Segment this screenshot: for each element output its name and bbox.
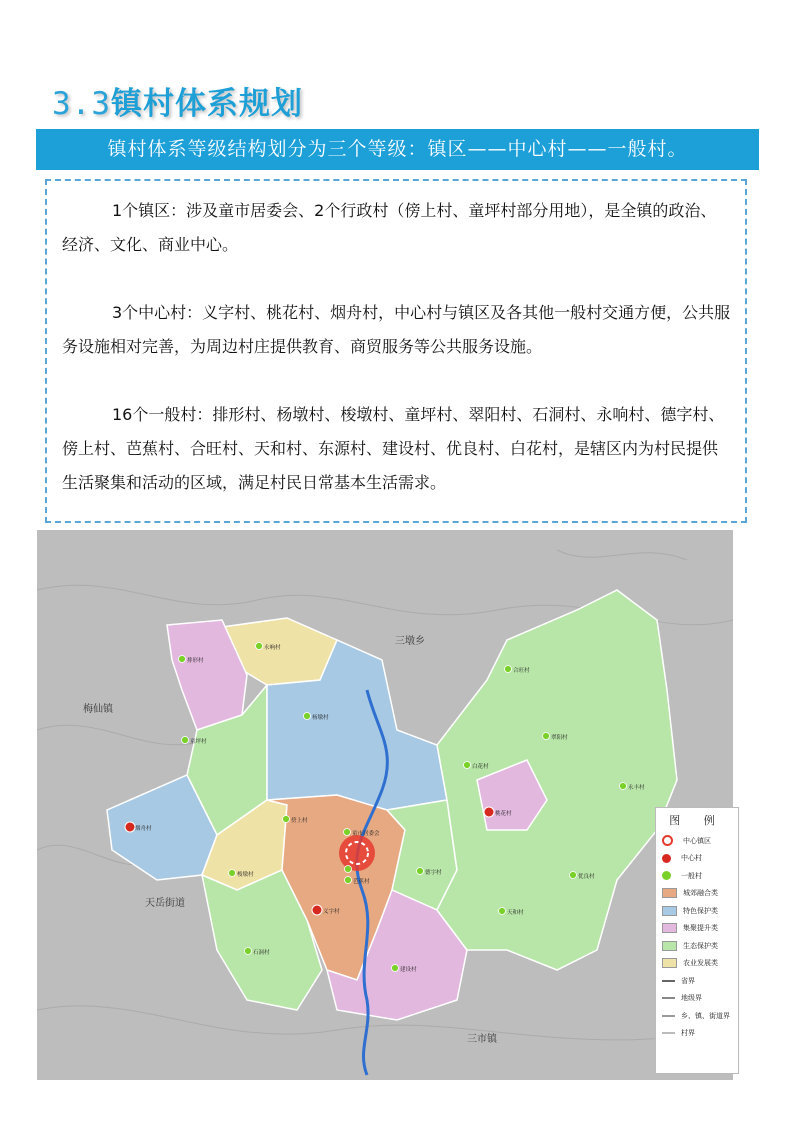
village-label: 永丰村 — [628, 785, 645, 791]
legend-label: 省界 — [681, 976, 695, 985]
legend-line — [662, 1015, 675, 1017]
legend-line — [662, 1032, 675, 1034]
paragraph-general-villages: 16个一般村：排形村、杨墩村、梭墩村、童坪村、翠阳村、石洞村、永响村、德字村、傍上村、芭蕉村、合旺村、天和村、东源村、建设村、优良村、白花村，是辖区内为村民提供生活聚集和活动的区域，满足村民日常基本生活需求。 — [62, 405, 725, 492]
place-label-sanshi: 三市镇 — [467, 1034, 497, 1045]
legend-swatch — [662, 923, 677, 933]
village-label: 童市居委会 — [352, 831, 380, 837]
legend-marker — [662, 835, 673, 846]
section-title: 镇村体系规划 — [111, 86, 303, 122]
legend-swatch — [662, 958, 677, 968]
legend-item — [656, 955, 738, 973]
village-label: 烟舟村 — [135, 826, 152, 832]
village-system-map — [37, 530, 733, 1080]
legend-item — [656, 1025, 738, 1043]
village-label: 梭墩村 — [237, 872, 254, 878]
legend-label: 中心村 — [681, 854, 702, 863]
legend-label: 农业发展类 — [683, 959, 718, 968]
summary-banner: 镇村体系等级结构划分为三个等级：镇区——中心村——一般村。 — [36, 129, 759, 170]
legend-item — [656, 832, 738, 850]
village-label: 优良村 — [578, 874, 595, 880]
legend-item — [656, 920, 738, 938]
map-legend — [655, 807, 739, 1074]
village-label: 合旺村 — [513, 668, 530, 674]
legend-label: 村界 — [681, 1029, 695, 1038]
village-label: 芭蕉村 — [353, 879, 370, 885]
legend-swatch — [662, 888, 677, 898]
legend-item — [656, 972, 738, 990]
village-label: 石洞村 — [253, 950, 270, 956]
village-label: 童坪村 — [190, 739, 207, 745]
place-label-sandun: 三墩乡 — [395, 636, 425, 647]
paragraph-center-villages: 3个中心村：义字村、桃花村、烟舟村，中心村与镇区及各其他一般村交通方便，公共服务设施相对完善，为周边村庄提供教育、商贸服务等公共服务设施。 — [62, 303, 731, 356]
legend-item — [656, 850, 738, 868]
village-label: 建设村 — [400, 967, 417, 973]
legend-label: 一般村 — [681, 871, 702, 880]
legend-swatch — [662, 941, 677, 951]
center-town-marker — [339, 835, 375, 871]
legend-label: 城郊融合类 — [683, 889, 718, 898]
section-number: 3.3 — [52, 86, 111, 122]
village-label: 德字村 — [425, 870, 442, 876]
paragraph-town: 1个镇区：涉及童市居委会、2个行政村（傍上村、童坪村部分用地），是全镇的政治、经济、文化、商业中心。 — [62, 201, 717, 254]
legend-swatch — [662, 906, 677, 916]
legend-item — [656, 1007, 738, 1025]
legend-label: 生态保护类 — [683, 941, 718, 950]
legend-label: 集聚提升类 — [683, 924, 718, 933]
legend-item — [656, 990, 738, 1008]
village-label: 义字村 — [323, 909, 340, 915]
legend-marker — [662, 854, 671, 863]
village-label: 永响村 — [264, 645, 281, 651]
village-label: 桃花村 — [495, 811, 512, 817]
place-label-meixian: 梅仙镇 — [83, 704, 113, 715]
village-label: 傍上村 — [291, 818, 308, 824]
legend-label: 乡、镇、街道界 — [681, 1011, 730, 1020]
village-label: 翠阳村 — [551, 735, 568, 741]
legend-label: 中心镇区 — [683, 836, 711, 845]
legend-item — [656, 885, 738, 903]
legend-item — [656, 902, 738, 920]
legend-marker — [662, 871, 671, 880]
place-label-tianyue: 天岳街道 — [145, 898, 185, 909]
legend-label: 地级界 — [681, 994, 702, 1003]
legend-item — [656, 937, 738, 955]
legend-line — [662, 997, 675, 999]
village-label: 排形村 — [187, 658, 204, 664]
legend-item — [656, 867, 738, 885]
legend-label: 特色保护类 — [683, 906, 718, 915]
village-label: 白花村 — [472, 764, 489, 770]
page-title — [52, 78, 303, 123]
legend-title: 图 例 — [669, 814, 725, 827]
village-label: 杨墩村 — [312, 715, 329, 721]
village-label: 天和村 — [507, 910, 524, 916]
legend-line — [662, 980, 675, 982]
